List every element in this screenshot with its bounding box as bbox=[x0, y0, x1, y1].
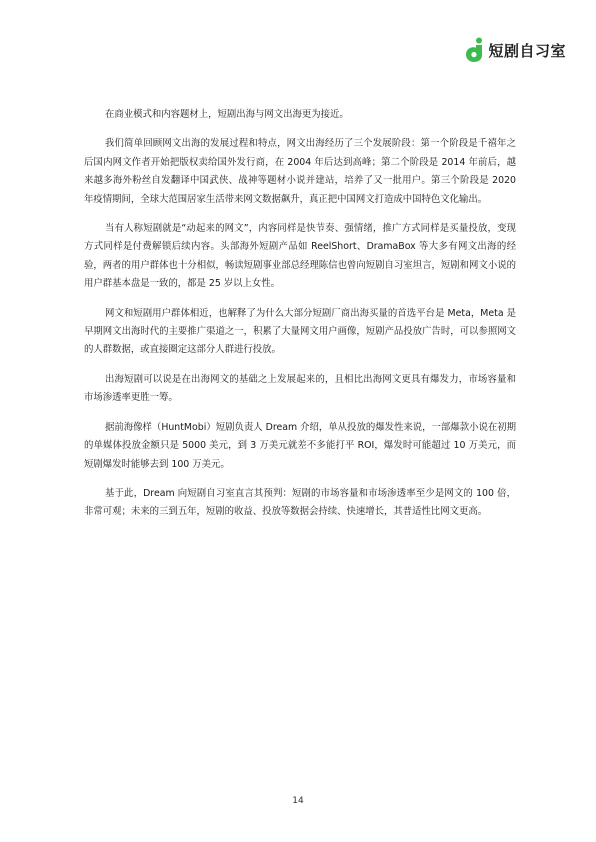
brand-name: 短剧自习室 bbox=[488, 41, 566, 60]
paragraph: 据前海像样（HuntMobi）短剧负责人 Dream 介绍，单从投放的爆发性来说，一部爆款小说在初期的单媒体投放金额只是 5000 美元，到 3 万美元就差不多能打平 ROI，爆发时可能超过 10 万美元，而短剧爆发时能够去到 100 万美元。 bbox=[84, 421, 516, 470]
brand-logo-icon bbox=[464, 37, 484, 63]
paragraph: 我们简单回顾网文出海的发展过程和特点，网文出海经历了三个发展阶段：第一个阶段是千禧年之后国内网文作者开始把版权卖给国外发行商，在 2004 年后达到高峰；第二个阶段是 2014 年前后，越来越多海外粉丝自发翻译中国武侠、战神等题材小说并建站，培养了又一批用户。第三个阶段是 2020 年疫情期间，全球大范围居家生活带来网文数据飙升，真正把中国网文打造成中国特色文化输出。 bbox=[84, 138, 516, 205]
paragraph: 网文和短剧用户群体相近，也解释了为什么大部分短剧厂商出海买量的首选平台是 Meta，Meta 是早期网文出海时代的主要推广渠道之一，积累了大量网文用户画像，短剧产品投放广告时，可以参照网文的人群数据，或直接圈定这部分人群进行投放。 bbox=[84, 307, 516, 356]
paragraph: 在商业模式和内容题材上，短剧出海与网文出海更为接近。 bbox=[105, 109, 349, 120]
brand-logo bbox=[464, 36, 566, 64]
article-body bbox=[84, 106, 516, 533]
paragraph: 当有人称短剧就是“动起来的网文”，内容同样是快节奏、强情绪，推广方式同样是买量投放，变现方式同样是付费解锁后续内容。头部海外短剧产品如 ReelShort、DramaBox 等大多有网文出海的经验，两者的用户群体也十分相似，畅读短剧事业部总经理陈信也曾向短剧自习室坦言，短剧和网文小说的用户群基本盘是一致的，都是 25 岁以上女性。 bbox=[84, 223, 516, 290]
paragraph: 基于此，Dream 向短剧自习室直言其预判：短剧的市场容量和市场渗透率至少是网文的 100 倍，非常可观；未来的三到五年，短剧的收益、投放等数据会持续、快速增长，其普适性比网文更高。 bbox=[84, 487, 516, 518]
page-number: 14 bbox=[292, 796, 304, 806]
paragraph: 出海短剧可以说是在出海网文的基础之上发展起来的，且相比出海网文更具有爆发力，市场容量和市场渗透率更胜一筹。 bbox=[84, 373, 516, 404]
